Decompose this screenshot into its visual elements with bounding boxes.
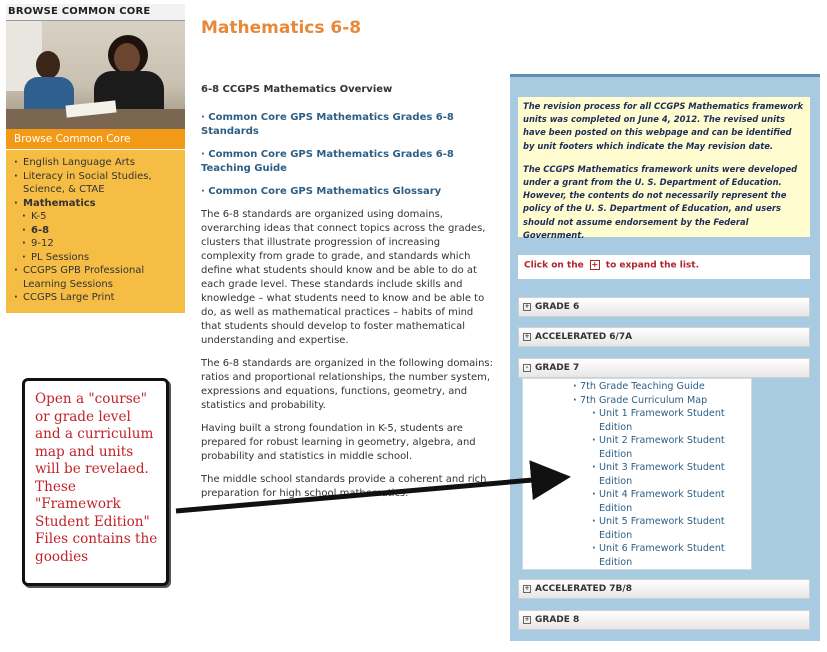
accelerated-7b-8-label: ACCELERATED 7B/8 [535, 584, 632, 594]
annotation-callout: Open a "course" or grade level and a curriculum map and units will be revelaed. These "Framework Student Edition" Files contains the goodies [22, 378, 169, 586]
teaching-guide-7-link[interactable]: · 7th Grade Teaching Guide [523, 380, 751, 394]
grade-8-label: GRADE 8 [535, 615, 580, 625]
unit-4-link[interactable]: · Unit 4 Framework Student Edition [523, 488, 751, 515]
unit-2-link[interactable]: · Unit 2 Framework Student Edition [523, 434, 751, 461]
sidebar-item-pl-sessions[interactable]: · PL Sessions [14, 251, 179, 265]
standards-link[interactable]: · Common Core GPS Mathematics Grades 6-8 Standards [201, 112, 454, 137]
expand-plus-icon: + [524, 584, 530, 592]
sidebar-item-ela[interactable]: · English Language Arts [14, 156, 179, 170]
glossary-link[interactable]: · Common Core GPS Mathematics Glossary [201, 186, 442, 197]
sidebar-title: Browse Common Core [6, 129, 185, 150]
browse-header: BROWSE COMMON CORE [6, 4, 185, 21]
grade-6-label: GRADE 6 [535, 302, 580, 312]
expand-instruction-prefix: Click on the [524, 260, 584, 271]
page-title: Mathematics 6-8 [201, 18, 362, 38]
expand-plus-icon: + [524, 615, 530, 623]
revision-notice-text: The revision process for all CCGPS Mathematics framework units was completed on June 4, 2012. The revised units have been posted on this webpage and can be identified by unit footers which indicate the May revision date. [523, 101, 804, 151]
sidebar-item-large-print[interactable]: · CCGPS Large Print [14, 291, 179, 305]
plus-icon: + [591, 260, 599, 269]
collapse-minus-icon: - [523, 364, 531, 372]
unit-5-link[interactable]: · Unit 5 Framework Student Edition [523, 515, 751, 542]
curriculum-map-7-link[interactable]: · 7th Grade Curriculum Map [523, 394, 751, 408]
sidebar-item-gpb-professional-learning[interactable]: · CCGPS GPB Professional Learning Sessions [14, 264, 179, 291]
sidebar-item-k5[interactable]: · K-5 [14, 210, 179, 224]
expand-instruction-suffix: to expand the list. [605, 260, 699, 271]
unit-3-link[interactable]: · Unit 3 Framework Student Edition [523, 461, 751, 488]
sidebar-item-literacy[interactable]: · Literacy in Social Studies, Science, & CTAE [14, 170, 179, 197]
accelerated-6-7a-label: ACCELERATED 6/7A [535, 332, 633, 342]
expand-plus-icon: + [524, 302, 530, 310]
domains-paragraph: The 6-8 standards are organized in the following domains: ratios and proportional relationships, the number system, expressions and equations, functions, geometry, and statistics and probability. [201, 358, 494, 411]
foundation-paragraph: Having built a strong foundation in K-5, students are prepared for robust learning in geometry, algebra, and probability and statistics in middle school. [201, 423, 476, 462]
overview-paragraph: The 6-8 standards are organized using domains, overarching ideas that connect topics across the grades, clusters that illustrate progression of increasing complexity from grade to grade, and standards which define what students should know and be able to do at each grade level. These standards include skills and knowledge – what students need to know and be able to do, as well as mathematical practices – habits of mind that students should develop to foster mathematical understanding and expertise. [201, 209, 486, 346]
expand-plus-icon: + [524, 332, 530, 340]
grade-7-label: GRADE 7 [535, 363, 580, 373]
unit-1-link[interactable]: · Unit 1 Framework Student Edition [523, 407, 751, 434]
sidebar-item-9-12[interactable]: · 9-12 [14, 237, 179, 251]
grant-notice-text: The CCGPS Mathematics framework units were developed under a grant from the U. S. Department of Education. However, the contents do not necessarily represent the policy of the U. S. Department of Education, and users should not assume endorsement by the Federal Government. [523, 163, 798, 240]
teaching-guide-link[interactable]: · Common Core GPS Mathematics Grades 6-8 Teaching Guide [201, 149, 454, 174]
unit-6-link[interactable]: · Unit 6 Framework Student Edition [523, 542, 751, 569]
overview-title: 6-8 CCGPS Mathematics Overview [201, 84, 393, 95]
sidebar-item-6-8[interactable]: · 6-8 [14, 224, 179, 238]
sidebar-item-mathematics[interactable]: · Mathematics [14, 197, 179, 211]
preparation-paragraph: The middle school standards provide a coherent and rich preparation for high school mathematics. [201, 474, 487, 499]
